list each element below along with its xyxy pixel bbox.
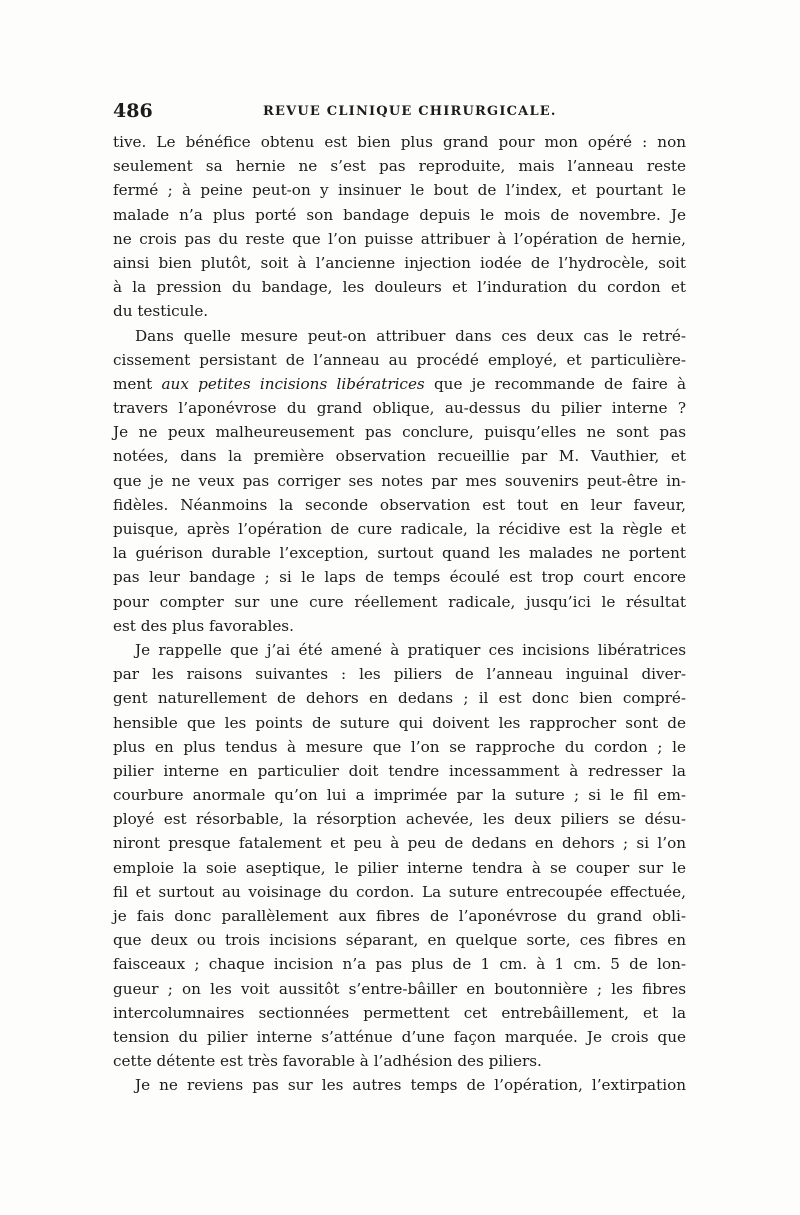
text-line: fil et surtout au voisinage du cordon. La suture entrecoupée effectuée,: [113, 882, 686, 901]
text-line: que deux ou trois incisions séparant, en quelque sorte, ces fibres en: [113, 931, 686, 950]
text-line: cette détente est très favorable à l’adhésion des piliers.: [113, 1052, 542, 1071]
text-line: est des plus favorables.: [113, 616, 294, 635]
text-line: Je ne peux malheureusement pas conclure, puisqu’elles ne sont pas: [113, 423, 686, 442]
text-line: plus en plus tendus à mesure que l’on se rapproche du cordon ; le: [113, 737, 686, 756]
text-line: faisceaux ; chaque incision n’a pas plus de 1 cm. à 1 cm. 5 de lon-: [113, 955, 686, 974]
text-line: du testicule.: [113, 302, 209, 321]
text-line: hensible que les points de suture qui doivent les rapprocher sont de: [113, 713, 686, 732]
text-line: ne crois pas du reste que l’on puisse attribuer à l’opération de hernie,: [113, 229, 686, 248]
text-line: fermé ; à peine peut-on y insinuer le bout de l’index, et pourtant le: [113, 181, 686, 200]
text-line: à la pression du bandage, les douleurs et l’induration du cordon et: [113, 278, 686, 297]
page-header: [113, 100, 686, 128]
text-line: puisque, après l’opération de cure radicale, la récidive est la règle et: [113, 520, 686, 538]
text-line: la guérison durable l’exception, surtout quand les malades ne portent: [113, 544, 686, 563]
text-line-with-italic: [113, 372, 686, 396]
text-line: fidèles. Néanmoins la seconde observation est tout en leur faveur,: [113, 495, 686, 514]
text-line: niront presque fatalement et peu à peu de dedans en dehors ; si l’on: [113, 834, 686, 853]
text-line: gueur ; on les voit aussitôt s’entre-bâiller en boutonnière ; les fibres: [113, 979, 686, 998]
text-line: ployé est résorbable, la résorption achevée, les deux piliers se désu-: [113, 810, 686, 829]
text-line: tive. Le bénéfice obtenu est bien plus grand pour mon opéré : non: [113, 133, 686, 151]
text-segment: que je recommande de faire à: [424, 374, 687, 393]
text-line: intercolumnaires sectionnées permettent cet entrebâillement, et la: [113, 1003, 686, 1022]
paragraph-start-line: Je rappelle que j’ai été amené à pratiquer ces incisions libératrices: [135, 640, 686, 659]
body-text: [113, 130, 686, 1098]
page-number: 486: [113, 100, 153, 122]
text-line: gent naturellement de dehors en dedans ; il est donc bien compré-: [113, 689, 686, 708]
text-segment: ment: [113, 374, 162, 393]
text-line: je fais donc parallèlement aux fibres de l’aponévrose du grand obli-: [113, 907, 686, 925]
text-line: pour compter sur une cure réellement radicale, jusqu’ici le résultat: [113, 592, 686, 611]
text-line: pilier interne en particulier doit tendre incessamment à redresser la: [113, 761, 686, 780]
paragraph-start-line: Dans quelle mesure peut-on attribuer dans ces deux cas le retré-: [135, 326, 686, 345]
running-head: REVUE CLINIQUE CHIRURGICALE.: [263, 104, 557, 119]
text-line: tension du pilier interne s’atténue d’une façon marquée. Je crois que: [113, 1027, 686, 1046]
text-line: que je ne veux pas corriger ses notes par mes souvenirs peut-être in-: [113, 471, 686, 490]
text-line: par les raisons suivantes : les piliers de l’anneau inguinal diver-: [113, 665, 686, 684]
text-line: travers l’aponévrose du grand oblique, au-dessus du pilier interne ?: [113, 399, 686, 418]
text-line: pas leur bandage ; si le laps de temps écoulé est trop court encore: [113, 568, 686, 587]
text-line: courbure anormale qu’on lui a imprimée par la suture ; si le fil em-: [113, 786, 686, 805]
text-line: notées, dans la première observation recueillie par M. Vauthier, et: [113, 447, 686, 466]
italic-phrase: aux petites incisions libératrices: [161, 374, 425, 393]
text-line: cissement persistant de l’anneau au procédé employé, et particulière-: [113, 350, 686, 369]
paragraph-start-line: Je ne reviens pas sur les autres temps de l’opération, l’extirpation: [135, 1076, 686, 1095]
text-line: ainsi bien plutôt, soit à l’ancienne injection iodée de l’hydrocèle, soit: [113, 253, 686, 272]
text-line: seulement sa hernie ne s’est pas reproduite, mais l’anneau reste: [113, 157, 686, 176]
text-line: malade n’a plus porté son bandage depuis le mois de novembre. Je: [113, 205, 686, 224]
text-line: emploie la soie aseptique, le pilier interne tendra à se couper sur le: [113, 858, 686, 877]
